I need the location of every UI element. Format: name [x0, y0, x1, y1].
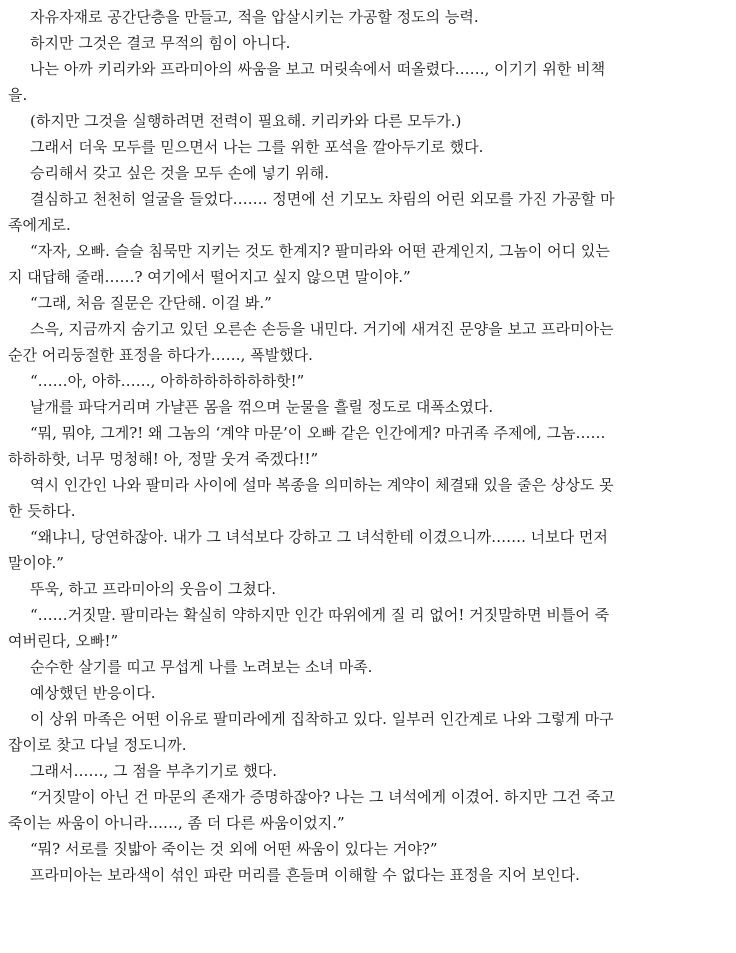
text-line: “거짓말이 아닌 건 마문의 존재가 증명하잖아? 나는 그 녀석에게 이겼어. 하지만 그건 죽고 [30, 788, 615, 806]
text-line: (하지만 그것을 실행하려면 전력이 필요해. 키리카와 다른 모두가.) [30, 112, 462, 130]
text-line: 순수한 살기를 띠고 무섭게 나를 노려보는 소녀 마족. [30, 658, 373, 676]
text-line: 날개를 파닥거리며 가냘픈 몸을 꺾으며 눈물을 흘릴 정도로 대폭소였다. [30, 398, 494, 416]
text-line: 승리해서 갖고 싶은 것을 모두 손에 넣기 위해. [30, 164, 329, 182]
text-line: 뚜욱, 하고 프라미아의 웃음이 그쳤다. [30, 580, 276, 598]
text-line: 지 대답해 줄래……? 여기에서 떨어지고 싶지 않으면 말이야.” [8, 268, 411, 286]
text-line: 자유자재로 공간단층을 만들고, 적을 압살시키는 가공할 정도의 능력. [30, 8, 479, 26]
text-line: “자자, 오빠. 슬슬 침묵만 지키는 것도 한계지? 팔미라와 어떤 관계인지, 그놈이 어디 있는 [30, 242, 610, 260]
text-line: 역시 인간인 나와 팔미라 사이에 설마 복종을 의미하는 계약이 체결돼 있을 줄은 상상도 못 [30, 476, 614, 494]
text-line: 말이야.” [8, 554, 64, 572]
text-line: 족에게로. [8, 216, 71, 234]
text-line: 한 듯하다. [8, 502, 76, 520]
text-line: “그래, 처음 질문은 간단해. 이걸 봐.” [30, 294, 272, 312]
text-line: 그래서 더욱 모두를 믿으면서 나는 그를 위한 포석을 깔아두기로 했다. [30, 138, 484, 156]
text-line: “뭐? 서로를 짓밟아 죽이는 것 외에 어떤 싸움이 있다는 거야?” [30, 840, 438, 858]
text-line: 을. [8, 86, 28, 104]
text-line: 여버린다, 오빠!” [8, 632, 119, 650]
body-text [8, 4, 730, 888]
text-line: “왜냐니, 당연하잖아. 내가 그 녀석보다 강하고 그 녀석한테 이겼으니까……. 너보다 먼저 [30, 528, 608, 546]
text-line: 죽이는 싸움이 아니라……, 좀 더 다른 싸움이었지.” [8, 814, 345, 832]
text-line: “……아, 아하……, 아하하하하하하하핫!” [30, 372, 305, 390]
text-line: 나는 아까 키리카와 프라미아의 싸움을 보고 머릿속에서 떠올렸다……, 이기기 위한 비책 [30, 60, 606, 78]
text-line: 스윽, 지금까지 숨기고 있던 오른손 손등을 내민다. 거기에 새겨진 문양을 보고 프라미아는 [30, 320, 614, 338]
text-line: 순간 어리둥절한 표정을 하다가……, 폭발했다. [8, 346, 313, 364]
text-line: 하하하핫, 너무 멍청해! 아, 정말 웃겨 죽겠다!!” [8, 450, 319, 468]
text-line: “뭐, 뭐야, 그게?! 왜 그놈의 ‘계약 마문’이 오빠 같은 인간에게? 마귀족 주제에, 그놈…… [30, 424, 606, 442]
text-line: “……거짓말. 팔미라는 확실히 약하지만 인간 따위에게 질 리 없어! 거짓말하면 비틀어 죽 [30, 606, 610, 624]
text-line: 결심하고 천천히 얼굴을 들었다……. 정면에 선 기모노 차림의 어린 외모를 가진 가공할 마 [30, 190, 615, 208]
text-line: 프라미아는 보라색이 섞인 파란 머리를 흔들며 이해할 수 없다는 표정을 지어 보인다. [30, 866, 580, 884]
text-line: 그래서……, 그 점을 부추기기로 했다. [30, 762, 277, 780]
text-line: 이 상위 마족은 어떤 이유로 팔미라에게 집착하고 있다. 일부러 인간계로 나와 그렇게 마구 [30, 710, 614, 728]
text-line: 하지만 그것은 결코 무적의 힘이 아니다. [30, 34, 291, 52]
text-line: 예상했던 반응이다. [30, 684, 156, 702]
text-line: 잡이로 찾고 다닐 정도니까. [8, 736, 187, 754]
